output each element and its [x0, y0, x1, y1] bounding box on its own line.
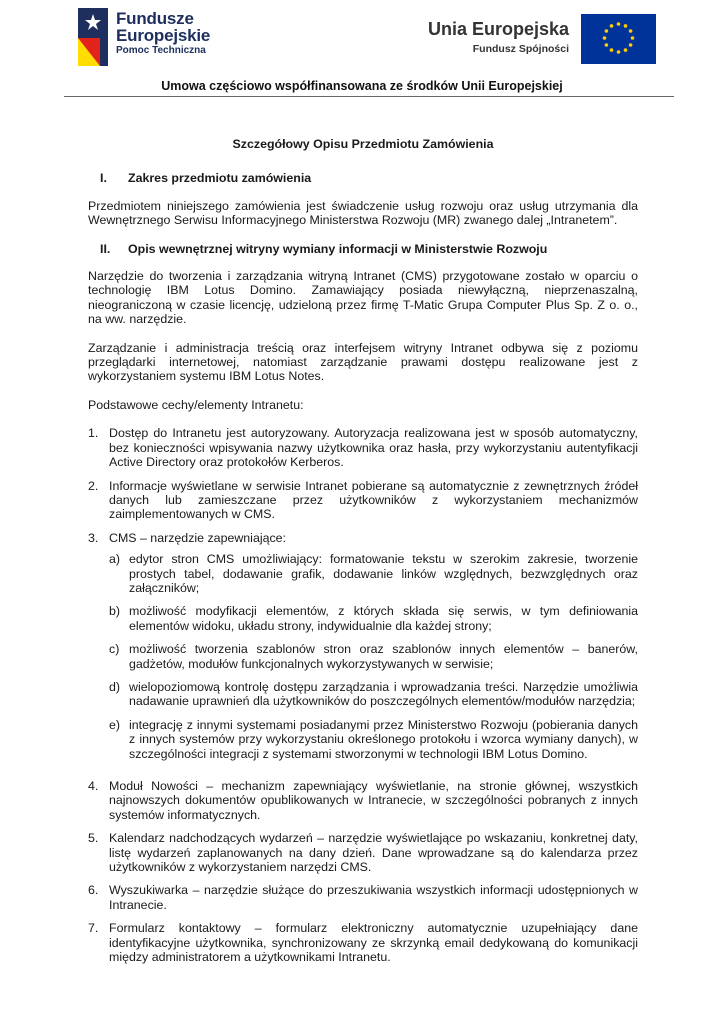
sub-list-item [109, 718, 638, 761]
header-divider [64, 96, 674, 97]
unia-europejska-logo [428, 14, 656, 64]
list-item [88, 426, 638, 469]
eu-flag-icon [581, 14, 656, 64]
sub-item-letter: a) [109, 552, 121, 567]
list-item-number: 1. [88, 426, 99, 441]
sub-item-text: możliwość modyfikacji elementów, z których składa się serwis, w tym definiowania elementów widoku, układu strony, indywidualnie dla każdej strony; [129, 604, 638, 633]
sub-list-item [109, 680, 638, 709]
header-logos [78, 8, 656, 68]
list-item-number: 4. [88, 779, 99, 793]
list-item-text: Kalendarz nadchodzących wydarzeń – narzędzie wyświetlające po wskazaniu, konkretnej daty, listę wydarzeń zaplanowanych na dany dzień. Dane wprowadzane są do kalendarza przez użytkowników z wykorzystaniem narzędzi CMS. [109, 831, 638, 875]
sub-list-item [109, 642, 638, 671]
list-item [88, 831, 638, 874]
list-item-number: 2. [88, 478, 99, 493]
features-intro: Podstawowe cechy/elementy Intranetu: [88, 397, 304, 412]
list-item-text: Moduł Nowości – mechanizm zapewniający wyświetlanie, na stronie głównej, wszystkich najnowszych dokumentów opublikowanych w Intranecie, w szczególności pobranych z innych systemów informatycznych. [109, 779, 638, 822]
fe-logo-line3: Pomoc Techniczna [116, 45, 206, 56]
cms-subitems-list [109, 552, 638, 761]
list-item-number: 6. [88, 883, 99, 898]
ue-subtitle: Fundusz Spójności [472, 42, 569, 55]
list-item-text: Informacje wyświetlane w serwisie Intranet pobierane są automatycznie z zewnętrznych źródeł danych lub zamieszczane przez użytkowników z wykorzystaniem mechanizmów zaimplementowanych w CMS. [109, 478, 638, 522]
sub-list-item [109, 604, 638, 633]
section-2-title: Opis wewnętrznej witryny wymiany informacji w Ministerstwie Rozwoju [128, 241, 548, 256]
sub-item-text: edytor stron CMS umożliwiający: formatowanie tekstu w szerokim zakresie, tworzenie prostych tabel, dodawanie grafik, dodawanie linków względnych, bezwzględnych oraz załączników; [129, 552, 638, 595]
ue-title: Unia Europejska [427, 19, 569, 39]
document-body [88, 137, 638, 973]
list-item-text: Wyszukiwarka – narzędzie służące do przeszukiwania wszystkich informacji udostępnionych w Intranecie. [109, 883, 638, 912]
section-1-number: I. [100, 171, 107, 186]
features-list [88, 426, 638, 964]
section-1-paragraph: Przedmiotem niniejszego zamówienia jest świadczenie usług rozwoju oraz usług utrzymania dla Wewnętrznego Serwisu Informacyjnego Ministerstwa Rozwoju (MR) zwanego dalej „Intranetem”. [88, 198, 638, 228]
section-2-paragraph-2: Zarządzanie i administracja treścią oraz interfejsem witryny Intranet odbywa się z poziomu przeglądarki internetowej, natomiast zarządzanie prawami dostępu realizowane jest z wykorzystaniem systemu IBM Lotus Notes. [88, 340, 638, 384]
cofinancing-note: Umowa częściowo współfinansowana ze środków Unii Europejskiej [161, 79, 563, 93]
list-item-number: 7. [88, 921, 99, 936]
list-item [88, 531, 638, 770]
sub-item-text: wielopoziomową kontrolę dostępu zarządzania i wprowadzania treści. Narzędzie umożliwia nadawanie uprawnień dla użytkowników do poszczególnych elementów/modułów narzędzia; [129, 679, 638, 709]
list-item [88, 779, 638, 822]
fundusze-europejskie-logo [78, 8, 210, 66]
list-item [88, 883, 638, 912]
list-item-number: 3. [88, 530, 99, 545]
fe-logo-line2: Europejskie [116, 26, 211, 45]
document-title: Szczegółowy Opisu Przedmiotu Zamówienia [232, 137, 494, 151]
list-item-text: Dostęp do Intranetu jest autoryzowany. Autoryzacja realizowana jest w sposób automatyczny, bez konieczności wpisywania nazwy użytkownika oraz hasła, przy wykorzystaniu autentyfikacji Active Directory oraz protokołów Kerberos. [109, 426, 638, 470]
section-1-heading [88, 171, 638, 185]
sub-item-letter: e) [109, 717, 121, 732]
sub-item-letter: b) [109, 604, 121, 619]
section-1-title: Zakres przedmiotu zamówienia [128, 171, 312, 186]
sub-item-text: możliwość tworzenia szablonów stron oraz szablonów innych elementów – banerów, gadżetów, modułów funkcjonalnych wykorzystywanych w serwisie; [129, 642, 638, 671]
sub-list-item [109, 552, 638, 595]
section-2-number: II. [100, 241, 111, 256]
fe-flag-icon [78, 8, 108, 66]
list-item-text: CMS – narzędzie zapewniające: [109, 530, 287, 545]
list-item-number: 5. [88, 831, 99, 846]
list-item [88, 479, 638, 522]
sub-item-letter: c) [109, 642, 120, 657]
sub-item-text: integrację z innymi systemami posiadanymi przez Ministerstwo Rozwoju (pobierania danych z innych systemów przy wykorzystaniu określonego protokołu i wzorca wymiany danych), w szczególności integracji z systemami stworzonymi w technologii IBM Lotus Domino. [129, 717, 638, 761]
list-item-text: Formularz kontaktowy – formularz elektroniczny automatycznie uzupełniający dane identyfikacyjne użytkownika, synchronizowany ze skrzynką email dedykowaną do komunikacji między administratorem a użytkownikami Intranetu. [109, 921, 638, 965]
list-item [88, 921, 638, 964]
section-2-paragraph-1: Narzędzie do tworzenia i zarządzania witryną Intranet (CMS) przygotowane zostało w oparciu o technologię IBM Lotus Domino. Zamawiający posiada niewyłączną, nieprzenaszalną, nieograniczoną w czasie licencję, udzieloną przez firmę T-Matic Grupa Computer Plus Sp. Z o. o., na ww. narzędzie. [88, 269, 638, 327]
sub-item-letter: d) [109, 679, 121, 694]
fe-logo-line1: Fundusze [116, 9, 194, 28]
section-2-heading [88, 242, 638, 256]
